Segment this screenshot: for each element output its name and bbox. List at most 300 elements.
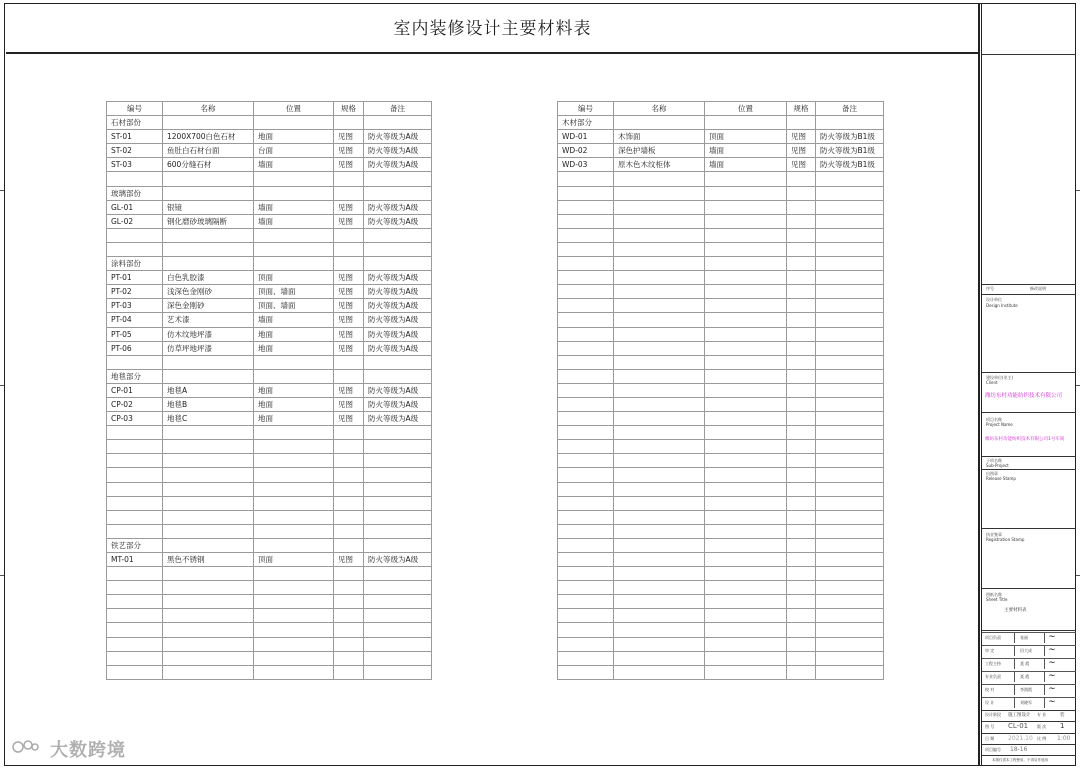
table-cell bbox=[364, 186, 432, 200]
table-cell bbox=[816, 412, 884, 426]
table-cell: 地面 bbox=[254, 341, 334, 355]
table-row bbox=[107, 482, 432, 496]
table-cell bbox=[558, 214, 614, 228]
column-header: 名称 bbox=[614, 102, 705, 116]
table-cell bbox=[787, 468, 816, 482]
table-cell: 鱼肚白石材台面 bbox=[163, 144, 254, 158]
table-cell bbox=[107, 524, 163, 538]
table-cell: ST-02 bbox=[107, 144, 163, 158]
table-cell bbox=[334, 257, 364, 271]
table-row bbox=[107, 637, 432, 651]
table-cell bbox=[163, 228, 254, 242]
table-cell: PT-03 bbox=[107, 299, 163, 313]
drawing-name-en: Sheet Title bbox=[986, 597, 1008, 602]
table-cell bbox=[614, 567, 705, 581]
table-row bbox=[558, 228, 884, 242]
page-title: 室内装修设计主要材料表 bbox=[393, 19, 592, 39]
table-cell: ST-03 bbox=[107, 158, 163, 172]
table-cell bbox=[558, 440, 614, 454]
table-row bbox=[558, 482, 884, 496]
table-row bbox=[107, 440, 432, 454]
table-row bbox=[558, 581, 884, 595]
table-row bbox=[558, 609, 884, 623]
table-cell bbox=[787, 440, 816, 454]
table-cell bbox=[816, 581, 884, 595]
table-row bbox=[107, 538, 432, 552]
table-cell bbox=[254, 538, 334, 552]
table-row bbox=[558, 637, 884, 651]
table-cell bbox=[705, 468, 787, 482]
table-cell bbox=[816, 228, 884, 242]
table-cell: 地面 bbox=[254, 397, 334, 411]
project-label-en: Project Name bbox=[986, 422, 1013, 427]
table-cell bbox=[163, 595, 254, 609]
table-cell bbox=[254, 186, 334, 200]
table-row bbox=[558, 623, 884, 637]
table-row bbox=[107, 313, 432, 327]
table-row bbox=[107, 426, 432, 440]
table-cell bbox=[364, 172, 432, 186]
table-cell bbox=[816, 440, 884, 454]
table-cell bbox=[334, 355, 364, 369]
table-row bbox=[107, 271, 432, 285]
table-cell bbox=[163, 355, 254, 369]
signature-name: 聂 霞 bbox=[1020, 674, 1030, 679]
table-cell bbox=[614, 341, 705, 355]
table-cell bbox=[787, 285, 816, 299]
table-cell: 地毯B bbox=[163, 397, 254, 411]
table-cell bbox=[816, 341, 884, 355]
discipline-label: 专 业 bbox=[1037, 712, 1047, 717]
table-cell bbox=[614, 426, 705, 440]
table-cell: 墙面 bbox=[705, 144, 787, 158]
table-cell bbox=[787, 228, 816, 242]
table-cell bbox=[705, 228, 787, 242]
table-cell bbox=[107, 426, 163, 440]
table-cell bbox=[364, 665, 432, 679]
table-cell bbox=[558, 482, 614, 496]
table-cell bbox=[787, 116, 816, 130]
date: 2021.10 bbox=[1008, 735, 1033, 742]
table-cell bbox=[558, 313, 614, 327]
table-cell bbox=[816, 482, 884, 496]
table-cell bbox=[787, 383, 816, 397]
table-cell bbox=[364, 116, 432, 130]
table-cell bbox=[254, 482, 334, 496]
project-label: 项目名称 bbox=[986, 417, 1002, 422]
edge-tick bbox=[1076, 385, 1080, 386]
table-cell bbox=[558, 454, 614, 468]
table-cell: 台面 bbox=[254, 144, 334, 158]
table-cell bbox=[107, 228, 163, 242]
table-cell bbox=[787, 242, 816, 256]
table-row bbox=[107, 341, 432, 355]
table-cell bbox=[558, 383, 614, 397]
registration-stamp-en: Registration Stamp bbox=[986, 537, 1025, 542]
table-cell bbox=[334, 426, 364, 440]
table-cell bbox=[558, 271, 614, 285]
table-row bbox=[107, 355, 432, 369]
table-row bbox=[558, 553, 884, 567]
table-cell bbox=[705, 496, 787, 510]
table-cell bbox=[334, 595, 364, 609]
table-cell bbox=[558, 285, 614, 299]
table-cell bbox=[705, 214, 787, 228]
table-cell: WD-02 bbox=[558, 144, 614, 158]
table-cell: 白色乳胶漆 bbox=[163, 271, 254, 285]
table-cell bbox=[614, 383, 705, 397]
table-cell: 防火等级为A级 bbox=[364, 299, 432, 313]
table-cell bbox=[787, 482, 816, 496]
table-cell bbox=[163, 454, 254, 468]
table-row bbox=[107, 397, 432, 411]
table-cell bbox=[816, 637, 884, 651]
table-cell bbox=[816, 397, 884, 411]
table-cell bbox=[364, 369, 432, 383]
column-header: 备注 bbox=[816, 102, 884, 116]
project-no-label: 项目编号 bbox=[985, 747, 1001, 752]
signature-row bbox=[982, 684, 1076, 695]
column-header: 规格 bbox=[787, 102, 816, 116]
table-cell bbox=[364, 468, 432, 482]
table-cell: 铁艺部分 bbox=[107, 538, 163, 552]
table-cell: 防火等级为A级 bbox=[364, 397, 432, 411]
table-cell bbox=[334, 637, 364, 651]
table-cell bbox=[163, 510, 254, 524]
table-cell bbox=[254, 567, 334, 581]
table-cell: 见图 bbox=[334, 341, 364, 355]
table-row bbox=[107, 369, 432, 383]
column-header: 备注 bbox=[364, 102, 432, 116]
table-cell bbox=[163, 426, 254, 440]
table-cell: 木饰面 bbox=[614, 130, 705, 144]
table-row bbox=[558, 130, 884, 144]
table-row bbox=[107, 412, 432, 426]
table-cell bbox=[163, 637, 254, 651]
table-row bbox=[558, 144, 884, 158]
table-cell: 顶面 bbox=[705, 130, 787, 144]
handwritten-signature: ~ bbox=[1046, 658, 1057, 668]
table-row bbox=[558, 355, 884, 369]
table-cell bbox=[705, 623, 787, 637]
table-cell bbox=[816, 524, 884, 538]
table-cell bbox=[705, 581, 787, 595]
edge-tick bbox=[0, 385, 4, 386]
table-cell bbox=[816, 538, 884, 552]
table-cell bbox=[254, 355, 334, 369]
table-cell bbox=[705, 271, 787, 285]
table-cell bbox=[614, 665, 705, 679]
client-name: 潍坊东村功能纺织技术有限公司 bbox=[985, 393, 1063, 399]
sub-project-label: 子项名称 bbox=[986, 458, 1002, 463]
table-cell bbox=[334, 369, 364, 383]
table-cell bbox=[163, 623, 254, 637]
table-cell: 防火等级为A级 bbox=[364, 271, 432, 285]
table-cell bbox=[107, 355, 163, 369]
drawing-no-label: 图 号 bbox=[985, 724, 995, 729]
table-cell bbox=[254, 651, 334, 665]
table-cell: 地面 bbox=[254, 327, 334, 341]
table-cell bbox=[558, 538, 614, 552]
table-cell bbox=[816, 242, 884, 256]
table-row bbox=[558, 538, 884, 552]
table-cell: 银镜 bbox=[163, 200, 254, 214]
table-cell bbox=[364, 609, 432, 623]
table-cell: 艺术漆 bbox=[163, 313, 254, 327]
table-cell: 仿木纹地坪漆 bbox=[163, 327, 254, 341]
signature-role: 校 对 bbox=[985, 687, 995, 692]
table-cell: 木材部分 bbox=[558, 116, 614, 130]
table-cell bbox=[334, 468, 364, 482]
table-cell bbox=[705, 397, 787, 411]
table-cell bbox=[254, 581, 334, 595]
table-cell bbox=[816, 299, 884, 313]
table-cell bbox=[107, 623, 163, 637]
table-cell bbox=[614, 200, 705, 214]
table-cell: 防火等级为B1级 bbox=[816, 158, 884, 172]
table-cell bbox=[614, 369, 705, 383]
table-row bbox=[558, 397, 884, 411]
scale: 1:00 bbox=[1057, 735, 1071, 742]
table-cell bbox=[334, 651, 364, 665]
table-cell bbox=[254, 454, 334, 468]
table-cell bbox=[816, 327, 884, 341]
registration-stamp-label: 执业签章 bbox=[986, 532, 1002, 537]
title-block bbox=[981, 4, 1075, 765]
table-cell: 防火等级为A级 bbox=[364, 130, 432, 144]
table-cell bbox=[787, 496, 816, 510]
table-cell bbox=[816, 172, 884, 186]
handwritten-signature: ~ bbox=[1046, 671, 1057, 681]
table-cell bbox=[107, 510, 163, 524]
table-cell bbox=[558, 609, 614, 623]
table-cell bbox=[254, 510, 334, 524]
table-cell: 见图 bbox=[334, 285, 364, 299]
table-cell bbox=[558, 355, 614, 369]
table-cell bbox=[254, 623, 334, 637]
table-row bbox=[107, 327, 432, 341]
table-cell bbox=[816, 369, 884, 383]
table-cell bbox=[254, 228, 334, 242]
table-cell bbox=[614, 116, 705, 130]
table-cell bbox=[705, 553, 787, 567]
column-header: 位置 bbox=[254, 102, 334, 116]
table-cell bbox=[334, 623, 364, 637]
table-cell bbox=[364, 567, 432, 581]
table-cell bbox=[787, 665, 816, 679]
table-cell bbox=[163, 496, 254, 510]
table-cell bbox=[787, 426, 816, 440]
table-row bbox=[558, 200, 884, 214]
table-cell: 见图 bbox=[787, 158, 816, 172]
table-cell bbox=[334, 440, 364, 454]
table-cell bbox=[705, 510, 787, 524]
table-cell bbox=[705, 172, 787, 186]
table-cell bbox=[787, 538, 816, 552]
table-cell bbox=[787, 553, 816, 567]
table-row bbox=[107, 665, 432, 679]
table-cell: 见图 bbox=[334, 158, 364, 172]
table-cell: CP-03 bbox=[107, 412, 163, 426]
table-row bbox=[558, 412, 884, 426]
table-cell bbox=[364, 623, 432, 637]
table-cell bbox=[816, 595, 884, 609]
signature-row bbox=[982, 632, 1076, 643]
table-cell bbox=[816, 609, 884, 623]
table-cell bbox=[334, 524, 364, 538]
table-row bbox=[107, 623, 432, 637]
table-cell bbox=[558, 426, 614, 440]
table-cell bbox=[558, 595, 614, 609]
table-cell: 见图 bbox=[334, 271, 364, 285]
table-cell bbox=[254, 116, 334, 130]
table-cell: 顶面 bbox=[254, 553, 334, 567]
table-cell bbox=[163, 524, 254, 538]
table-cell: 见图 bbox=[334, 130, 364, 144]
table-cell bbox=[816, 651, 884, 665]
table-cell bbox=[163, 665, 254, 679]
table-row bbox=[107, 595, 432, 609]
table-cell: 见图 bbox=[334, 214, 364, 228]
table-cell bbox=[816, 355, 884, 369]
table-cell bbox=[705, 313, 787, 327]
table-cell: 地毯A bbox=[163, 383, 254, 397]
table-row bbox=[558, 341, 884, 355]
table-cell: MT-01 bbox=[107, 553, 163, 567]
table-cell bbox=[364, 595, 432, 609]
drawing-name: 主要材料表 bbox=[1004, 608, 1027, 613]
table-cell bbox=[816, 496, 884, 510]
table-cell bbox=[364, 510, 432, 524]
watermark-logo-icon bbox=[10, 737, 40, 757]
release-stamp-en: Release Stamp bbox=[986, 476, 1016, 481]
table-cell bbox=[816, 623, 884, 637]
table-cell: 涂料部份 bbox=[107, 257, 163, 271]
table-cell: 防火等级为A级 bbox=[364, 341, 432, 355]
table-cell bbox=[705, 200, 787, 214]
table-row bbox=[558, 567, 884, 581]
table-cell: 地面 bbox=[254, 383, 334, 397]
table-cell bbox=[163, 609, 254, 623]
table-row bbox=[558, 285, 884, 299]
table-row bbox=[107, 172, 432, 186]
table-cell bbox=[614, 355, 705, 369]
table-cell bbox=[558, 468, 614, 482]
table-cell bbox=[364, 651, 432, 665]
table-row bbox=[107, 651, 432, 665]
table-cell bbox=[334, 581, 364, 595]
table-cell: WD-01 bbox=[558, 130, 614, 144]
table-cell: 深色金刚砂 bbox=[163, 299, 254, 313]
table-cell bbox=[254, 426, 334, 440]
table-cell: 浅深色金刚砂 bbox=[163, 285, 254, 299]
signature-row bbox=[982, 658, 1076, 669]
table-row bbox=[558, 369, 884, 383]
table-cell bbox=[163, 538, 254, 552]
table-cell bbox=[364, 637, 432, 651]
column-header: 规格 bbox=[334, 102, 364, 116]
table-cell bbox=[107, 454, 163, 468]
table-cell bbox=[334, 510, 364, 524]
table-row bbox=[107, 214, 432, 228]
table-cell bbox=[705, 186, 787, 200]
table-row bbox=[558, 524, 884, 538]
table-cell bbox=[705, 341, 787, 355]
table-cell bbox=[107, 242, 163, 256]
table-cell bbox=[614, 440, 705, 454]
edge-tick bbox=[1076, 190, 1080, 191]
table-cell: GL-01 bbox=[107, 200, 163, 214]
table-cell bbox=[614, 637, 705, 651]
table-row bbox=[107, 186, 432, 200]
table-cell: PT-02 bbox=[107, 285, 163, 299]
table-cell: 防火等级为A级 bbox=[364, 327, 432, 341]
table-cell bbox=[614, 510, 705, 524]
table-cell bbox=[558, 496, 614, 510]
column-header: 位置 bbox=[705, 102, 787, 116]
table-cell bbox=[614, 313, 705, 327]
table-cell bbox=[558, 510, 614, 524]
table-cell: WD-03 bbox=[558, 158, 614, 172]
table-cell: 黑色不锈钢 bbox=[163, 553, 254, 567]
table-cell bbox=[163, 172, 254, 186]
edge-tick bbox=[0, 190, 4, 191]
discipline-value: 装 bbox=[1060, 713, 1065, 718]
table-cell bbox=[364, 355, 432, 369]
table-cell bbox=[163, 468, 254, 482]
handwritten-signature: ~ bbox=[1046, 645, 1057, 655]
footer-note: 本图仅供本工程使用，不得另作他用 bbox=[992, 758, 1048, 762]
table-row bbox=[558, 172, 884, 186]
table-cell bbox=[787, 609, 816, 623]
table-cell bbox=[705, 595, 787, 609]
signature-name: 张丽 bbox=[1020, 635, 1028, 640]
table-cell bbox=[254, 637, 334, 651]
table-cell bbox=[614, 412, 705, 426]
client-label: 建设单位(业主) bbox=[986, 375, 1014, 380]
table-cell: 1200X700白色石材 bbox=[163, 130, 254, 144]
table-cell bbox=[705, 299, 787, 313]
table-cell bbox=[705, 369, 787, 383]
signature-name: 刘晓军 bbox=[1020, 700, 1032, 705]
table-row bbox=[107, 200, 432, 214]
table-cell bbox=[254, 524, 334, 538]
table-cell bbox=[705, 242, 787, 256]
table-row bbox=[558, 651, 884, 665]
table-row bbox=[558, 383, 884, 397]
table-cell bbox=[254, 609, 334, 623]
client-label-en: Client bbox=[986, 380, 998, 385]
table-cell bbox=[614, 285, 705, 299]
table-cell: 防火等级为A级 bbox=[364, 285, 432, 299]
table-cell bbox=[787, 637, 816, 651]
table-cell bbox=[107, 440, 163, 454]
table-cell: 顶面、墙面 bbox=[254, 299, 334, 313]
table-row bbox=[107, 242, 432, 256]
table-cell bbox=[614, 524, 705, 538]
table-cell bbox=[705, 482, 787, 496]
table-cell bbox=[816, 313, 884, 327]
table-cell bbox=[816, 200, 884, 214]
handwritten-signature: ~ bbox=[1046, 632, 1057, 642]
material-table-right bbox=[557, 101, 884, 680]
table-cell bbox=[787, 369, 816, 383]
table-cell bbox=[705, 538, 787, 552]
table-cell bbox=[334, 116, 364, 130]
table-cell: 见图 bbox=[787, 144, 816, 158]
table-cell bbox=[558, 412, 614, 426]
table-cell bbox=[787, 623, 816, 637]
